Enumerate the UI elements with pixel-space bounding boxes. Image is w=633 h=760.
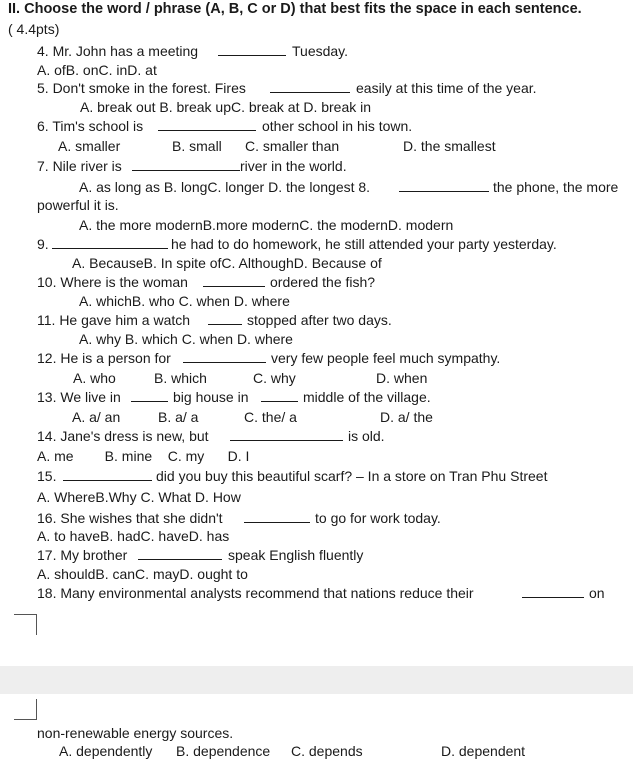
- q9-text: he had to do homework, he still attended your party yesterday.: [171, 236, 557, 252]
- q4-blank: [218, 42, 286, 56]
- q17-blank: [138, 546, 222, 560]
- q18-blank: [522, 584, 584, 598]
- q12-text-b: very few people feel much sympathy.: [271, 350, 501, 366]
- crop-mark-top: [14, 614, 37, 635]
- section-heading: II. Choose the word / phrase (A, B, C or D) that best fits the space in each sentence.: [8, 1, 582, 17]
- q13-text-a: 13. We live in: [37, 389, 121, 405]
- q12-option-b: B. which: [154, 370, 207, 386]
- q13-option-d: D. a/ the: [380, 409, 433, 425]
- q10-text-a: 10. Where is the woman: [37, 274, 188, 290]
- q12-blank: [183, 349, 266, 363]
- q9-blank: [52, 235, 168, 249]
- q13-text-c: middle of the village.: [303, 389, 431, 405]
- q8-options: A. the more modernB.more modernC. the modernD. modern: [79, 217, 454, 233]
- q6-option-a: A. smaller: [58, 138, 121, 154]
- q6-text-a: 6. Tim's school is: [37, 118, 144, 134]
- q14-text-b: is old.: [348, 428, 385, 444]
- q10-options: A. whichB. who C. when D. where: [79, 293, 290, 309]
- q13-text-b: big house in: [173, 389, 249, 405]
- q13-blank-2: [261, 388, 298, 402]
- q7-text-b: river in the world.: [240, 158, 347, 174]
- q10-blank: [203, 273, 265, 287]
- q14-options: A. me B. mine C. my D. I: [37, 448, 250, 464]
- q18-text-a: 18. Many environmental analysts recommend that nations reduce their: [37, 585, 474, 601]
- q7-options: A. as long as B. longC. longer D. the longest 8.: [79, 179, 371, 195]
- q18-option-a: A. dependently: [59, 743, 153, 759]
- q14-text-a: 14. Jane's dress is new, but: [37, 428, 209, 444]
- q12-text-a: 12. He is a person for: [37, 350, 171, 366]
- q10-text-b: ordered the fish?: [270, 274, 376, 290]
- q13-blank-1: [131, 388, 168, 402]
- q18-option-c: C. depends: [291, 743, 363, 759]
- q5-text-b: easily at this time of the year.: [356, 80, 537, 96]
- q7-blank: [132, 157, 240, 171]
- q5-options: A. break out B. break upC. break at D. break in: [80, 99, 372, 115]
- q9-options: A. BecauseB. In spite ofC. AlthoughD. Because of: [72, 255, 382, 271]
- q16-text-b: to go for work today.: [315, 510, 441, 526]
- q11-blank: [208, 311, 242, 325]
- q12-option-a: A. who: [73, 370, 116, 386]
- q4-text-a: 4. Mr. John has a meeting: [37, 43, 199, 59]
- q16-options: A. to haveB. hadC. haveD. has: [37, 528, 230, 544]
- q12-option-d: D. when: [376, 370, 428, 386]
- q17-options: A. shouldB. canC. mayD. ought to: [37, 566, 248, 582]
- q18-text-b: on: [589, 585, 605, 601]
- section-points: ( 4.4pts): [8, 21, 60, 37]
- q7-text-a: 7. Nile river is: [37, 158, 122, 174]
- q8-continued: powerful it is.: [37, 197, 119, 213]
- q6-blank: [158, 117, 256, 131]
- q12-option-c: C. why: [253, 370, 296, 386]
- q17-text-b: speak English fluently: [228, 547, 364, 563]
- q13-option-b: B. a/ a: [158, 409, 199, 425]
- q16-text-a: 16. She wishes that she didn't: [37, 510, 223, 526]
- q17-text-a: 17. My brother: [37, 547, 128, 563]
- q11-text-a: 11. He gave him a watch: [37, 312, 191, 328]
- page-break: [0, 666, 633, 694]
- q18-continued: non-renewable energy sources.: [37, 725, 234, 741]
- q15-blank: [63, 467, 152, 481]
- q14-blank: [230, 427, 343, 441]
- q9-number: 9.: [37, 236, 49, 252]
- q5-text-a: 5. Don't smoke in the forest. Fires: [37, 80, 246, 96]
- q6-option-d: D. the smallest: [403, 138, 496, 154]
- q4-options: A. ofB. onC. inD. at: [37, 62, 157, 78]
- q13-option-c: C. the/ a: [244, 409, 297, 425]
- q15-options: A. WhereB.Why C. What D. How: [37, 489, 241, 505]
- q15-number: 15.: [37, 468, 57, 484]
- q18-option-d: D. dependent: [441, 743, 526, 759]
- q6-option-b: B. small: [172, 138, 222, 154]
- q6-text-b: other school in his town.: [262, 118, 413, 134]
- q8-text: the phone, the more: [493, 179, 619, 195]
- q8-blank: [399, 178, 489, 192]
- q4-text-b: Tuesday.: [292, 43, 349, 59]
- q16-blank: [244, 509, 310, 523]
- q11-options: A. why B. which C. when D. where: [79, 331, 293, 347]
- q15-text: did you buy this beautiful scarf? – In a store on Tran Phu Street: [156, 468, 548, 484]
- q11-text-b: stopped after two days.: [247, 312, 392, 328]
- crop-mark-bottom: [14, 699, 37, 720]
- q5-blank: [270, 79, 350, 93]
- q18-option-b: B. dependence: [176, 743, 271, 759]
- q6-option-c: C. smaller than: [245, 138, 340, 154]
- q13-option-a: A. a/ an: [72, 409, 121, 425]
